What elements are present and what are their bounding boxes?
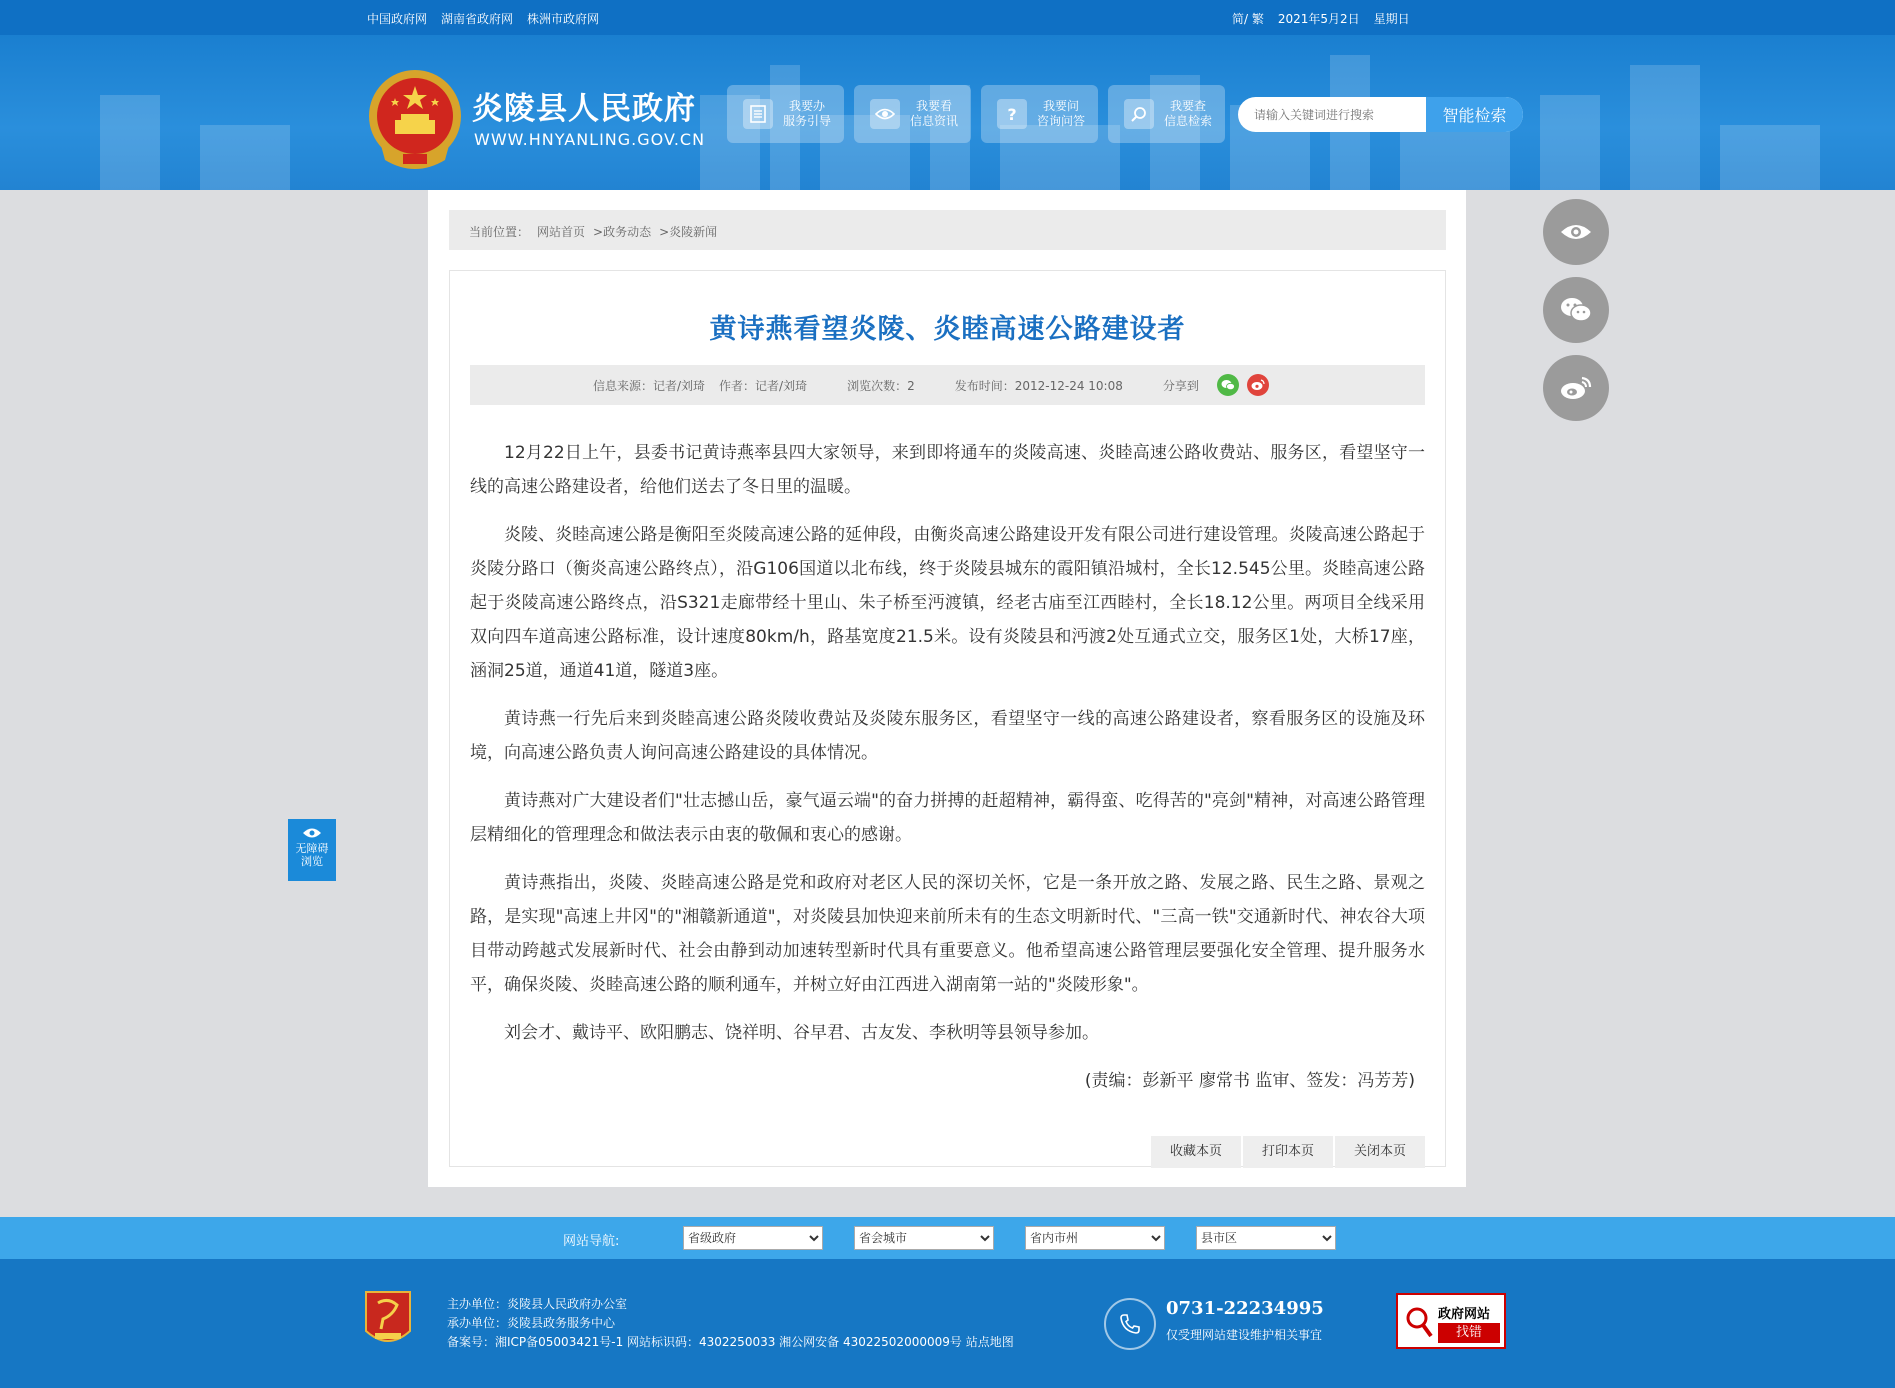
breadcrumb-news[interactable]: >政务动态 (593, 225, 652, 239)
lang-switch[interactable]: 简/ 繁 (1232, 12, 1264, 26)
breadcrumb-home[interactable]: 网站首页 (537, 225, 586, 239)
close-page-button[interactable]: 关闭本页 (1335, 1136, 1425, 1168)
report-error-sublabel: 找错 (1438, 1323, 1500, 1343)
top-right (1232, 10, 1410, 27)
site-title: 炎陵县人民政府 (472, 91, 696, 127)
current-weekday: 星期日 (1373, 12, 1410, 26)
current-date: 2021年5月2日 (1277, 12, 1360, 26)
accessibility-label-1: 无障碍 (295, 842, 329, 855)
site-footer (0, 1259, 1895, 1388)
select-counties[interactable] (1196, 1226, 1336, 1250)
report-error-label: 政府网站 (1438, 1307, 1491, 1322)
meta-views: 浏览次数：2 (847, 378, 915, 393)
nav-label-sub: 信息检索 (1164, 114, 1213, 128)
footer-info (447, 1295, 1014, 1352)
select-province-cities[interactable] (1025, 1226, 1165, 1250)
article-paragraph: 黄诗燕对广大建设者们"壮志撼山岳，豪气逼云端"的奋力拼搏的赶超精神，霸得蛮、吃得苦的"亮剑"精神，对高速公路管理层精细化的管理理念和做法表示由衷的敬佩和衷心的感谢。 (470, 791, 1425, 845)
nav-label-main: 我要问 (1043, 99, 1080, 113)
article-body (470, 436, 1425, 1098)
eye-icon (870, 99, 900, 129)
accessibility-button[interactable] (288, 819, 336, 881)
article-paragraph: 黄诗燕指出，炎陵、炎睦高速公路是党和政府对老区人民的深切关怀，它是一条开放之路、发展之路、民生之路、景观之路，是实现"高速上井冈"的"湘赣新通道"，对炎陵县加快迎来前所未有的生态文明新时代、"三高一铁"交通新时代、神农谷大项目带动跨越式发展新时代、社会由静到动加速转型新时代具有重要意义。他希望高速公路管理层要强化安全管理、提升服务水平，确保炎陵、炎睦高速公路的顺利通车，并树立好由江西进入湖南第一站的"炎陵形象"。 (470, 873, 1425, 995)
meta-source: 信息来源：记者/刘琦 (593, 378, 706, 393)
article (449, 270, 1446, 1167)
select-capital-cities[interactable] (854, 1226, 994, 1250)
article-paragraph: 12月22日上午，县委书记黄诗燕率县四大家领导，来到即将通车的炎陵高速、炎睦高速公路收费站、服务区，看望坚守一线的高速公路建设者，给他们送去了冬日里的温暖。 (470, 443, 1425, 497)
document-icon (743, 99, 773, 129)
nav-label-main: 我要查 (1170, 99, 1207, 113)
search-icon (1124, 99, 1154, 129)
footer-phone-note: 仅受理网站建设维护相关事宜 (1166, 1328, 1323, 1342)
footer-organizer: 承办单位：炎陵县政务服务中心 (447, 1316, 616, 1330)
article-meta (470, 365, 1425, 405)
wechat-icon (1560, 297, 1592, 323)
nav-label-sub: 信息资讯 (910, 114, 959, 128)
question-icon: ? (997, 99, 1027, 129)
site-header (0, 35, 1895, 190)
nav-retrieval-button[interactable] (1108, 85, 1225, 143)
nav-qa-button[interactable] (981, 85, 1098, 143)
breadcrumb-local-news[interactable]: >炎陵新闻 (659, 225, 718, 239)
article-paragraph: 黄诗燕一行先后来到炎睦高速公路炎陵收费站及炎陵东服务区，看望坚守一线的高速公路建设者，察看服务区的设施及环境，向高速公路负责人询问高速公路建设的具体情况。 (470, 709, 1425, 763)
footer-phone: 0731-22234995 (1166, 1298, 1324, 1319)
nav-service-guide-button[interactable] (727, 85, 844, 143)
national-emblem-icon (365, 68, 465, 171)
search-button[interactable]: 智能检索 (1426, 97, 1523, 132)
article-paragraph: 炎陵、炎睦高速公路是衡阳至炎陵高速公路的延伸段，由衡炎高速公路建设开发有限公司进行建设管理。炎陵高速公路起于炎陵分路口（衡炎高速公路终点），沿G106国道以北布线，终于炎陵县城东的霞阳镇沿城村，全长12.545公里。炎睦高速公路起于炎陵高速公路终点，沿S321走廊带经十里山、朱子桥至沔渡镇，经老古庙至江西睦村，全长18.12公里。两项目全线采用双向四车道高速公路标准，设计速度80km/h，路基宽度21.5米。设有炎陵县和沔渡2处互通式立交，服务区1处，大桥17座，涵洞25道，通道41道，隧道3座。 (470, 525, 1425, 681)
nav-label-sub: 服务引导 (783, 114, 832, 128)
magnifier-icon (1404, 1305, 1434, 1339)
footer-nav-label: 网站导航: (563, 1234, 620, 1249)
meta-share-label: 分享到 (1162, 378, 1199, 393)
nav-label-sub: 咨询问答 (1037, 114, 1086, 128)
search-bar (1238, 97, 1523, 132)
weibo-icon (1560, 375, 1592, 401)
select-provincial-gov[interactable] (683, 1226, 823, 1250)
breadcrumb (449, 210, 1446, 250)
footer-nav (0, 1217, 1895, 1259)
meta-author: 作者：记者/刘琦 (719, 378, 808, 393)
phone-icon (1104, 1298, 1156, 1350)
article-editor: (责编：彭新平 廖常书 监审、签发：冯芳芳) (1084, 1071, 1415, 1091)
breadcrumb-label: 当前位置： (469, 225, 530, 239)
link-gov-cn[interactable]: 中国政府网 (367, 12, 428, 26)
top-bar (0, 0, 1895, 35)
article-actions (1151, 1136, 1425, 1168)
nav-info-button[interactable] (854, 85, 971, 143)
report-error-button[interactable] (1396, 1293, 1506, 1349)
link-hunan-gov[interactable]: 湖南省政府网 (441, 12, 514, 26)
float-eye-button[interactable] (1543, 199, 1609, 265)
search-input[interactable] (1238, 97, 1426, 132)
weibo-share-icon[interactable] (1247, 374, 1269, 396)
link-zhuzhou-gov[interactable]: 株洲市政府网 (527, 12, 600, 26)
top-links (367, 10, 599, 27)
float-weibo-button[interactable] (1543, 355, 1609, 421)
footer-record: 备案号：湘ICP备05003421号-1 网站标识码：4302250033 湘公网安备 43022502000009号 站点地图 (447, 1335, 1014, 1349)
nav-label-main: 我要办 (789, 99, 826, 113)
eye-icon (1560, 222, 1592, 242)
float-wechat-button[interactable] (1543, 277, 1609, 343)
bookmark-page-button[interactable]: 收藏本页 (1151, 1136, 1241, 1168)
nav-label-main: 我要看 (916, 99, 953, 113)
article-title: 黄诗燕看望炎陵、炎睦高速公路建设者 (709, 314, 1186, 345)
wechat-share-icon[interactable] (1217, 374, 1239, 396)
accessibility-label-2: 浏览 (301, 855, 323, 868)
eye-icon (302, 827, 322, 839)
meta-date: 发布时间：2012-12-24 10:08 (954, 378, 1123, 393)
article-paragraph: 刘会才、戴诗平、欧阳鹏志、饶祥明、谷早君、古友发、李秋明等县领导参加。 (504, 1023, 1099, 1043)
print-page-button[interactable]: 打印本页 (1243, 1136, 1333, 1168)
site-url: WWW.HNYANLING.GOV.CN (474, 130, 706, 149)
footer-sponsor: 主办单位：炎陵县人民政府办公室 (447, 1297, 628, 1311)
party-government-badge-icon[interactable] (363, 1289, 413, 1351)
